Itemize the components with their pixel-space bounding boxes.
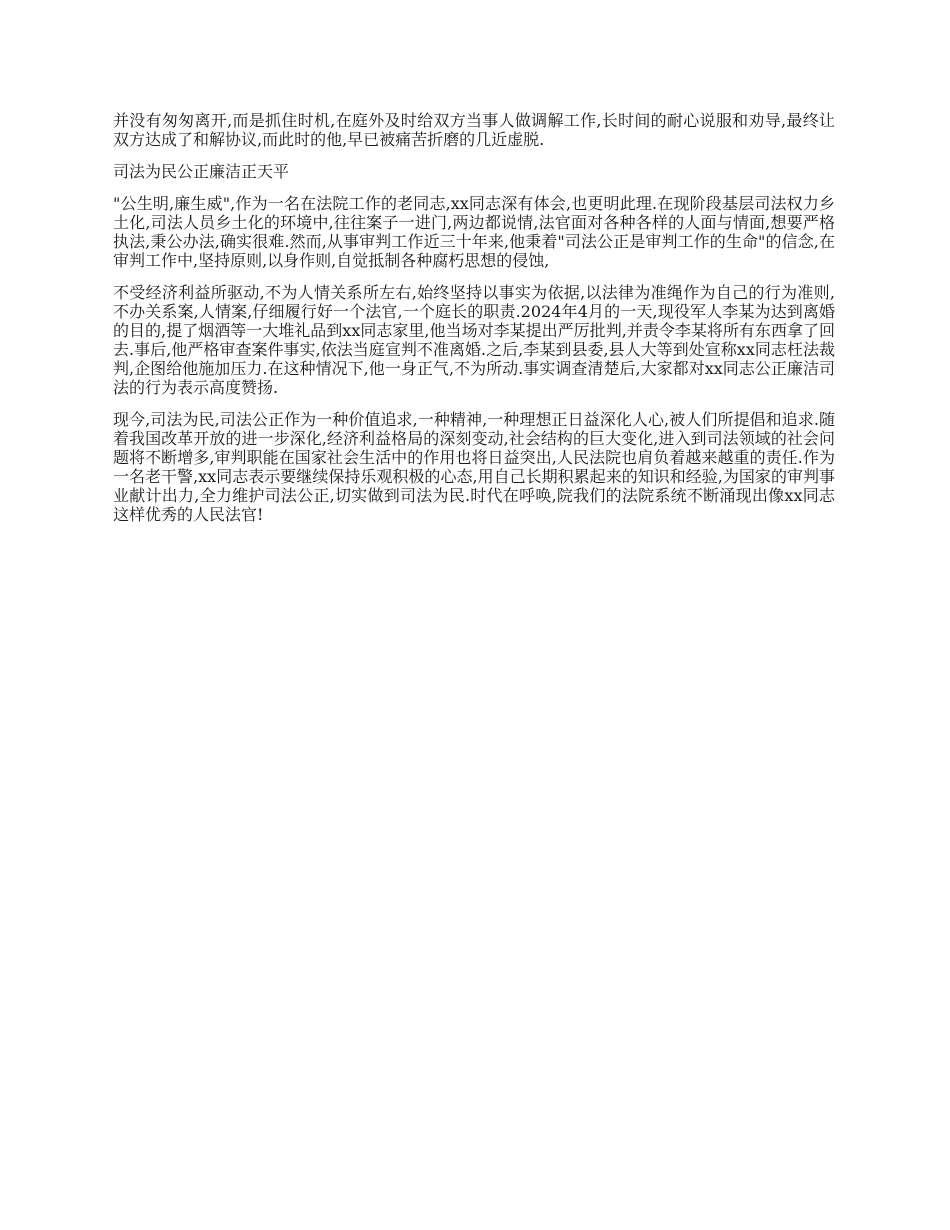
paragraph-case-example: 不受经济利益所驱动,不为人情关系所左右,始终坚持以事实为依据,以法律为准绳作为自己的行为准则,不办关系案,人情案,仔细履行好一个法官,一个庭长的职责.2024年4月的一天,现役军人李某为达到离婚的目的,提了烟酒等一大堆礼品到xx同志家里,他当场对李某提出严厉批判,并责令李某将所有东西拿了回去.事后,他严格审查案件事实,依法当庭宣判不准离婚.之后,李某到县委,县人大等到处宣称xx同志枉法裁判,企图给他施加压力.在这种情况下,他一身正气,不为所动.事实调查清楚后,大家都对xx同志公正廉洁司法的行为表示高度赞扬. (113, 283, 835, 397)
section-heading: 司法为民公正廉洁正天平 (113, 162, 290, 181)
paragraph-conclusion: 现今,司法为民,司法公正作为一种价值追求,一种精神,一种理想正日益深化人心,被人们所提倡和追求.随着我国改革开放的进一步深化,经济利益格局的深刻变动,社会结构的巨大变化,进入到司法领域的社会问题将不断增多,审判职能在国家社会生活中的作用也将日益突出,人民法院也肩负着越来越重的责任.作为一名老干警,xx同志表示要继续保持乐观积极的心态,用自己长期积累起来的知识和经验,为国家的审判事业献计出力,全力维护司法公正,切实做到司法为民.时代在呼唤,院我们的法院系统不断涌现出像xx同志这样优秀的人民法官! (113, 410, 835, 524)
paragraph-integrity: "公生明,廉生威",作为一名在法院工作的老同志,xx同志深有体会,也更明此理.在现阶段基层司法权力乡土化,司法人员乡土化的环境中,往往案子一进门,两边都说情,法官面对各种各样的人面与情面,想要严格执法,秉公办法,确实很难.然而,从事审判工作近三十年来,他秉着"司法公正是审判工作的生命"的信念,在审判工作中,坚持原则,以身作则,自觉抵制各种腐朽思想的侵蚀, (113, 194, 835, 270)
paragraph-intro: 并没有匆匆离开,而是抓住时机,在庭外及时给双方当事人做调解工作,长时间的耐心说服和劝导,最终让双方达成了和解协议,而此时的他,早已被痛苦折磨的几近虚脱. (113, 111, 835, 149)
document-page (113, 111, 835, 537)
